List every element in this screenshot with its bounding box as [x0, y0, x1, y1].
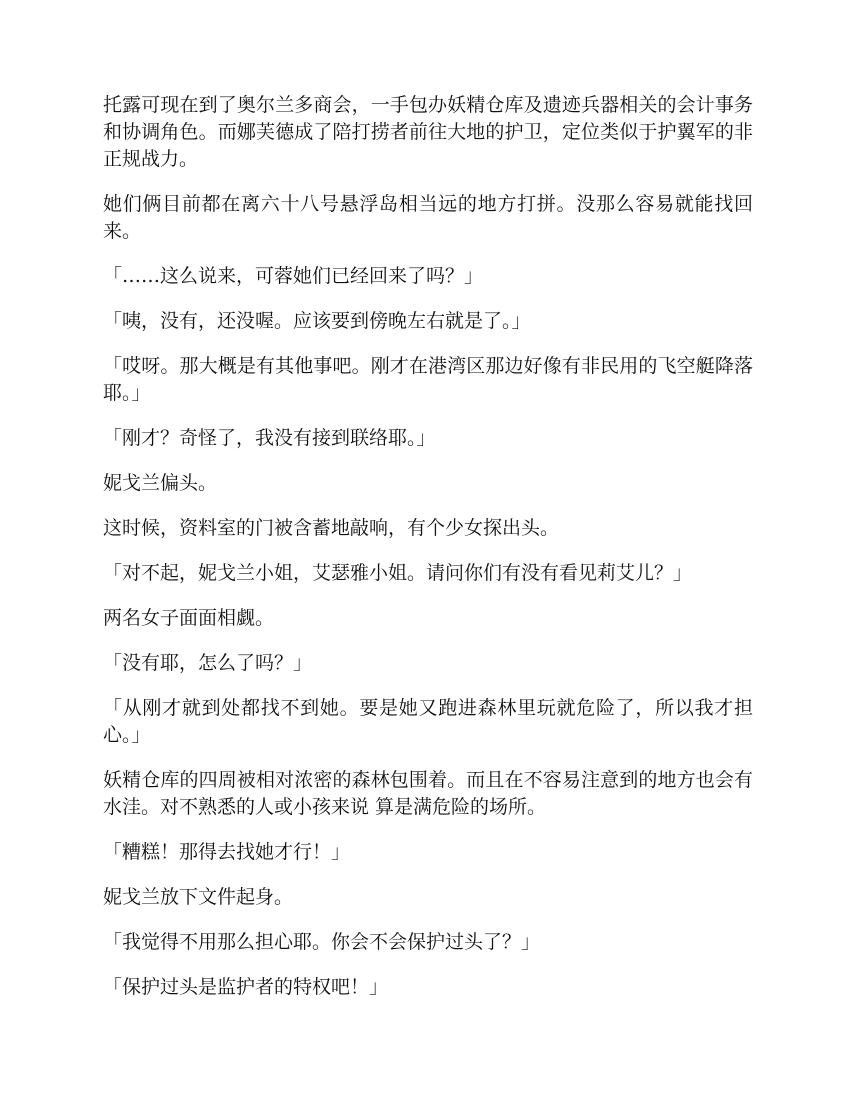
dialogue-line: 「咦，没有，还没喔。应该要到傍晚左右就是了。」	[103, 310, 531, 332]
dialogue-line: 「哎呀。那大概是有其他事吧。刚才在港湾区那边好像有非民用的飞空艇降落耶。」	[103, 355, 753, 404]
dialogue-line: 「刚才？奇怪了，我没有接到联络耶。」	[103, 427, 436, 449]
paragraph: 这时候，资料室的门被含蓄地敲响，有个少女探出头。	[103, 517, 560, 539]
dialogue-line: 「我觉得不用那么担心耶。你会不会保护过头了？」	[103, 931, 541, 953]
dialogue-line: 「对不起，妮戈兰小姐，艾瑟雅小姐。请问你们有没有看见莉艾儿？」	[103, 562, 693, 584]
paragraph: 她们俩目前都在离六十八号悬浮岛相当远的地方打拼。没那么容易就能找回来。	[103, 193, 753, 242]
paragraph: 妖精仓库的四周被相对浓密的森林包围着。而且在不容易注意到的地方也会有水洼。对不熟悉的人或小孩来说 算是满危险的场所。	[103, 769, 753, 818]
dialogue-line: 「保护过头是监护者的特权吧！」	[103, 976, 389, 998]
dialogue-line: 「……这么说来，可蓉她们已经回来了吗？」	[103, 265, 484, 287]
paragraph: 两名女子面面相觑。	[103, 607, 275, 629]
dialogue-line: 「从刚才就到处都找不到她。要是她又跑进森林里玩就危险了，所以我才担心。」	[103, 697, 753, 746]
document-body	[103, 92, 753, 1019]
dialogue-line: 「没有耶，怎么了吗？」	[103, 652, 313, 674]
paragraph: 妮戈兰偏头。	[103, 472, 218, 494]
paragraph: 妮戈兰放下文件起身。	[103, 886, 294, 908]
paragraph: 托露可现在到了奥尔兰多商会，一手包办妖精仓库及遗迹兵器相关的会计事务和协调角色。而娜芙德成了陪打捞者前往大地的护卫，定位类似于护翼军的非正规战力。	[103, 94, 753, 170]
dialogue-line: 「糟糕！那得去找她才行！」	[103, 841, 351, 863]
